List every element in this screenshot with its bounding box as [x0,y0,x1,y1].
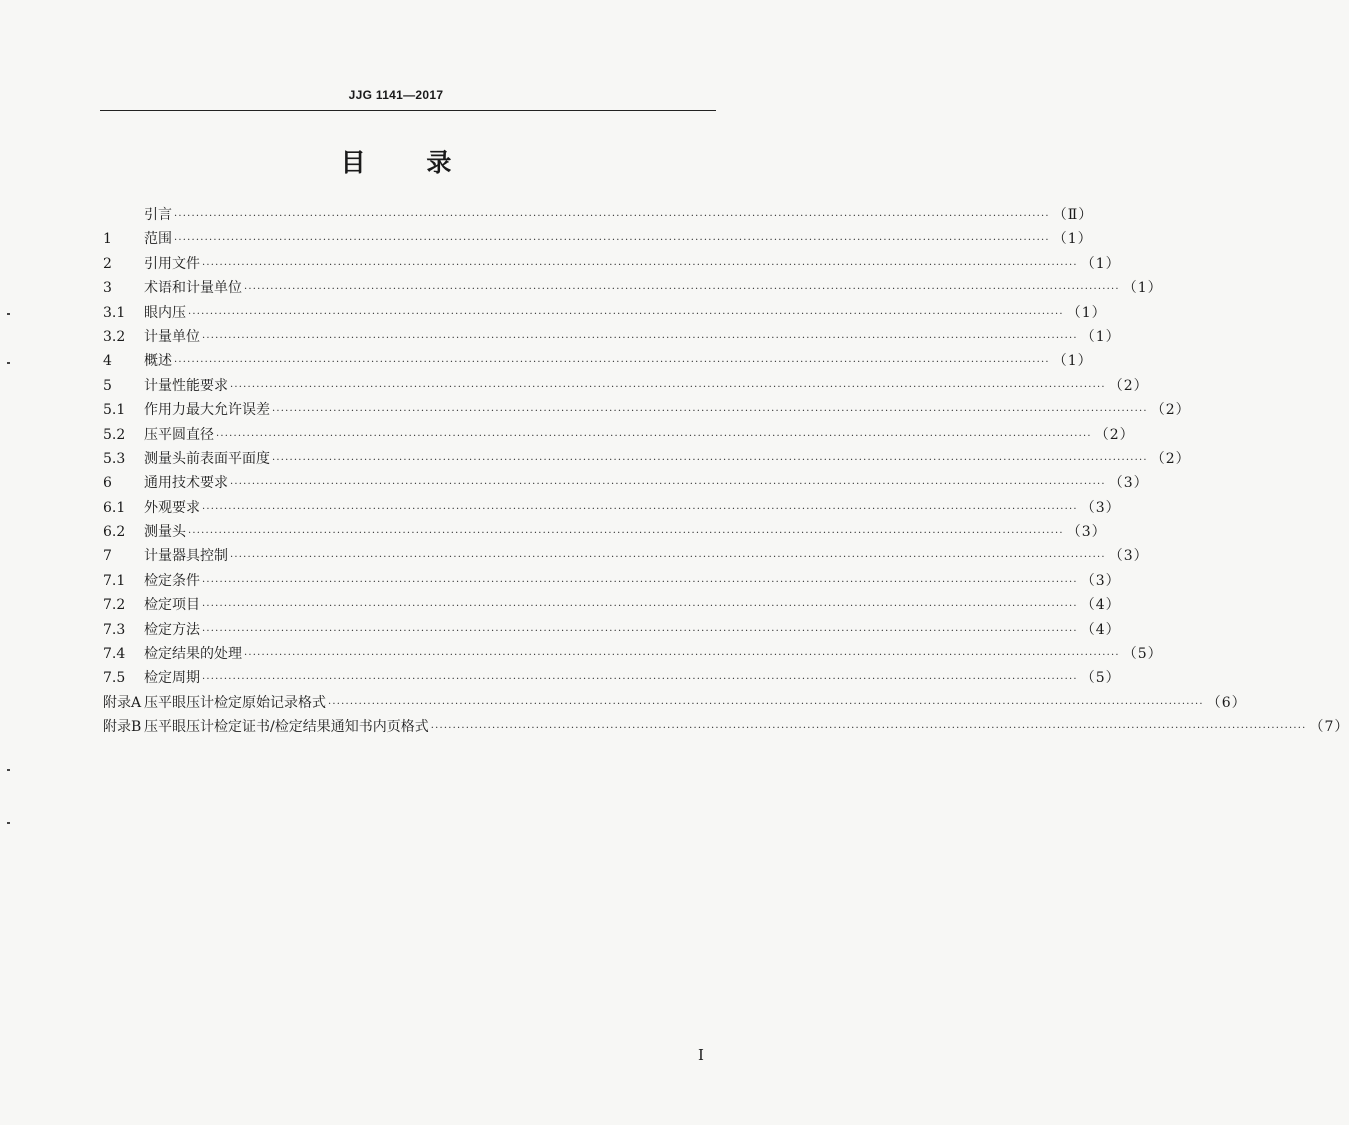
toc-entry[interactable] [103,276,1163,300]
toc-entry-title: 检定周期 [144,670,200,687]
toc-entry-number: 附录A [103,694,142,711]
toc-dot-leader: ········································································································································································································ [272,406,1148,418]
toc-entry-page: （4） [1080,621,1121,638]
toc-dot-leader: ········································································································································································································ [202,259,1078,271]
toc-dot-leader: ········································································································································································································ [188,528,1064,540]
page-title: 目 录 [340,148,452,177]
toc-entry[interactable] [103,520,1107,544]
toc-entry[interactable] [103,715,1349,739]
toc-entry-page: （5） [1080,670,1121,687]
header-rule [100,110,716,111]
toc-entry-page: （3） [1108,548,1149,565]
toc-dot-leader: ········································································································································································································ [202,625,1078,637]
toc-entry-number: 6 [103,475,112,492]
toc-entry-title: 作用力最大允许误差 [144,402,270,419]
toc-entry-page: （3） [1066,524,1107,541]
toc-entry[interactable] [103,349,1093,373]
toc-entry-page: （2） [1150,402,1191,419]
toc-dot-leader: ········································································································································································································ [202,674,1078,686]
toc-dot-leader: ········································································································································································································ [174,357,1050,369]
toc-entry-title: 计量性能要求 [144,377,228,394]
toc-entry-page: （6） [1206,694,1247,711]
toc-entry-title: 压平圆直径 [144,426,214,443]
toc-entry-number: 7.2 [103,597,126,614]
toc-entry-number: 5.2 [103,426,126,443]
scan-speck [7,313,10,315]
toc-entry-page: （3） [1108,475,1149,492]
toc-entry-page: （3） [1080,572,1121,589]
toc-entry-page: （5） [1122,646,1163,663]
toc-entry-page: （1） [1122,280,1163,297]
toc-entry[interactable] [103,544,1149,568]
toc-entry-title: 概述 [144,353,172,370]
toc-entry-number: 7.3 [103,621,126,638]
toc-dot-leader: ········································································································································································································ [202,576,1078,588]
toc-entry[interactable] [103,496,1121,520]
toc-entry-number: 3 [103,280,112,297]
toc-entry-number: 附录B [103,719,142,736]
toc-dot-leader: ········································································································································································································ [230,552,1106,564]
toc-entry-page: （2） [1108,377,1149,394]
toc-entry-number: 4 [103,353,112,370]
toc-dot-leader: ········································································································································································································ [230,479,1106,491]
toc-entry-title: 眼内压 [144,304,186,321]
toc-entry-page: （1） [1066,304,1107,321]
toc-dot-leader: ········································································································································································································ [272,454,1148,466]
toc-dot-leader: ········································································································································································································ [328,698,1204,710]
toc-entry-title: 检定方法 [144,621,200,638]
scan-speck [7,822,10,824]
toc-entry-number: 6.1 [103,499,126,516]
scan-speck [7,769,10,771]
toc-entry-page: （7） [1309,719,1349,736]
toc-dot-leader: ········································································································································································································ [188,308,1064,320]
toc-entry[interactable] [103,642,1163,666]
toc-entry-page: （2） [1094,426,1135,443]
toc-entry-number: 7.4 [103,646,126,663]
scan-speck [7,362,10,364]
toc-entry-page: （1） [1080,328,1121,345]
toc-entry-number: 2 [103,255,112,272]
toc-entry-page: （2） [1150,450,1191,467]
toc-entry[interactable] [103,203,1094,227]
toc-entry-title: 测量头 [144,524,186,541]
toc-entry-page: （3） [1080,499,1121,516]
toc-dot-leader: ········································································································································································································ [244,284,1120,296]
toc-entry-title: 测量头前表面平面度 [144,450,270,467]
toc-entry-page: （1） [1080,255,1121,272]
toc-entry-number: 7.5 [103,670,126,687]
toc-entry-title: 通用技术要求 [144,475,228,492]
toc-entry-title: 检定结果的处理 [144,646,242,663]
document-code-header: JJG 1141—2017 [348,88,444,102]
toc-entry-number: 5.1 [103,402,126,419]
toc-entry[interactable] [103,593,1121,617]
toc-entry-number: 1 [103,231,112,248]
toc-dot-leader: ········································································································································································································ [174,211,1050,222]
toc-entry-page: （Ⅱ） [1052,207,1094,223]
toc-entry[interactable] [103,618,1121,642]
toc-entry-title: 压平眼压计检定原始记录格式 [144,694,326,711]
toc-entry-title: 术语和计量单位 [144,280,242,297]
toc-entry[interactable] [103,398,1191,422]
toc-entry-title: 压平眼压计检定证书/检定结果通知书内页格式 [144,719,429,736]
toc-entry-page: （1） [1052,231,1093,248]
toc-entry-title: 范围 [144,231,172,248]
toc-dot-leader: ········································································································································································································ [202,332,1078,344]
toc-entry-number: 3.1 [103,304,126,321]
toc-entry-number: 7 [103,548,112,565]
table-of-contents [103,203,1349,740]
toc-entry-number: 5 [103,377,112,394]
toc-entry[interactable] [103,301,1107,325]
toc-dot-leader: ········································································································································································································ [202,503,1078,515]
toc-entry-number: 6.2 [103,524,126,541]
toc-entry[interactable] [103,227,1093,251]
toc-entry[interactable] [103,666,1121,690]
toc-dot-leader: ········································································································································································································ [202,601,1078,613]
toc-entry[interactable] [103,471,1149,495]
toc-dot-leader: ········································································································································································································ [174,235,1050,247]
toc-entry[interactable] [103,252,1121,276]
toc-dot-leader: ········································································································································································································ [244,650,1120,662]
toc-entry[interactable] [103,325,1121,349]
toc-entry-title: 计量单位 [144,328,200,345]
toc-entry-title: 计量器具控制 [144,548,228,565]
toc-entry-page: （1） [1052,353,1093,370]
toc-entry-title: 外观要求 [144,499,200,516]
toc-entry-title: 检定项目 [144,597,200,614]
toc-dot-leader: ········································································································································································································ [430,723,1307,735]
toc-entry[interactable] [103,691,1247,715]
toc-entry-number: 5.3 [103,450,126,467]
page-number: I [698,1046,704,1064]
toc-entry-title: 引用文件 [144,255,200,272]
toc-entry-number: 3.2 [103,328,126,345]
toc-dot-leader: ········································································································································································································ [230,381,1106,393]
toc-entry[interactable] [103,374,1149,398]
toc-dot-leader: ········································································································································································································ [216,430,1092,442]
toc-entry[interactable] [103,447,1191,471]
toc-entry[interactable] [103,569,1121,593]
toc-entry-title: 检定条件 [144,572,200,589]
toc-entry-title: 引言 [144,207,172,223]
toc-entry-number: 7.1 [103,572,126,589]
toc-entry-page: （4） [1080,597,1121,614]
toc-entry[interactable] [103,423,1135,447]
